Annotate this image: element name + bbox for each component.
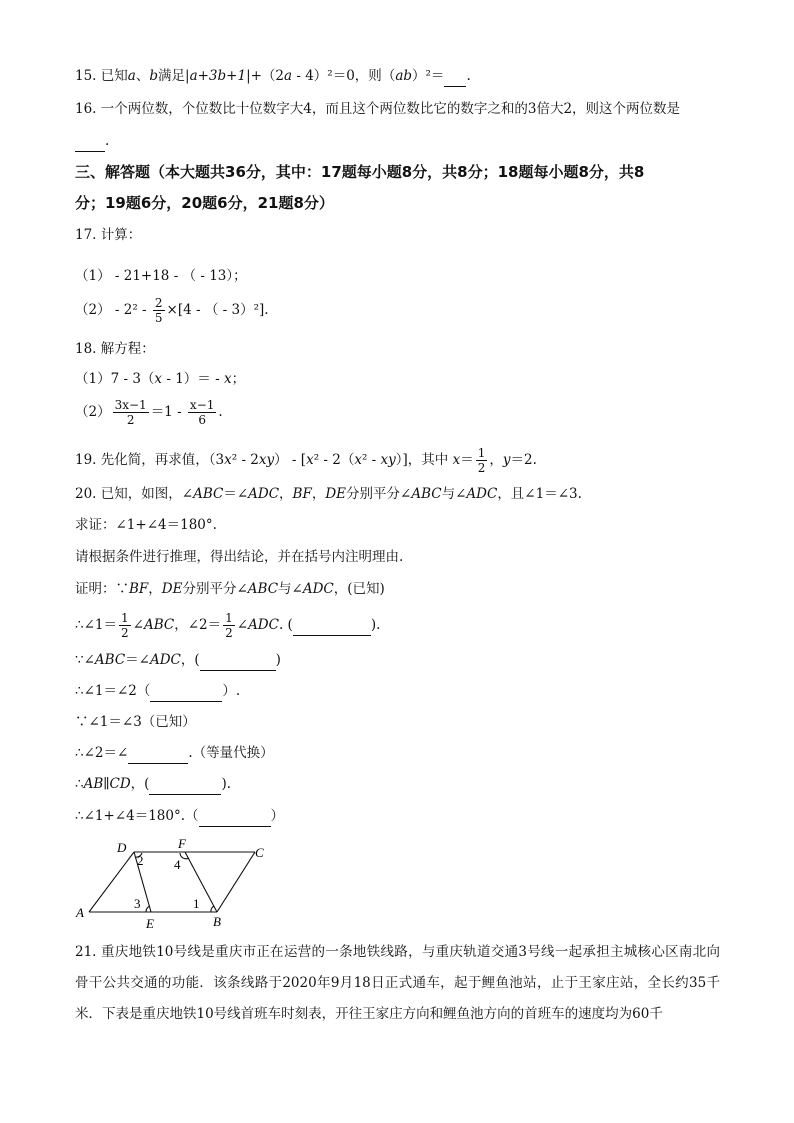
proof-step-6: ∴AB∥CD，( ). (75, 774, 231, 795)
label-C: C (255, 845, 264, 860)
label-E: E (146, 916, 154, 931)
question-17-part2: （2） - 2² - $\frac{2}{5}$ ×[4 - （ - 3）²]. (75, 296, 269, 325)
reason-blank[interactable] (200, 650, 276, 671)
question-16-blank-line: . (75, 131, 109, 152)
question-21: 21. 重庆地铁10号线是重庆市正在运营的一条地铁线路，与重庆轨道交通3号线一起承担主城核心区南北向骨干公共交通的功能．该条线路于2020年9月18日正式通车，起于鲤鱼池站，止于王家庄站，全长约35千米．下表是重庆地铁10号线首班车时刻表，开往王家庄方向和鲤鱼池方向的首班车的速度均为60千 (75, 944, 720, 1022)
fraction: $\frac{3x-1}{2}$ (114, 398, 147, 427)
question-16: 16. 一个两位数，个位数比十位数字大4，而且这个两位数比它的数字之和的3倍大2，则这个两位数是 (75, 101, 681, 117)
section-heading-cont: 分；19题6分，20题6分，21题8分） (75, 194, 334, 212)
question-20: 20. 已知，如图，∠ABC＝∠ADC，BF，DE分别平分∠ABC与∠ADC，且∠1＝∠3. (75, 486, 582, 502)
proof-step-3: ∴∠1＝∠2（ ）. (75, 681, 240, 702)
fraction: $\frac{1}{2}$ (121, 611, 129, 640)
label-B: B (213, 914, 221, 929)
fraction: $\frac{1}{2}$ (225, 611, 233, 640)
reason-blank[interactable] (199, 806, 271, 827)
proof-step-7: ∴∠1+∠4＝180°.（ ） (75, 806, 284, 827)
label-D: D (117, 840, 127, 855)
question-18-title: 18. 解方程： (75, 341, 155, 357)
fraction: $\frac{x-1}{6}$ (189, 398, 215, 427)
proof-step-0: 证明：∵BF，DE分别平分∠ABC与∠ADC，(已知) (75, 581, 385, 597)
answer-blank[interactable] (444, 66, 466, 87)
prove-statement: 求证：∠1+∠4＝180°. (75, 517, 217, 533)
reason-blank[interactable] (150, 681, 222, 702)
fraction: $\frac{1}{2}$ (477, 446, 486, 475)
fraction: $\frac{2}{5}$ (154, 296, 163, 325)
segment-FB (185, 852, 217, 912)
segment-AD (89, 852, 134, 912)
label-F: F (178, 836, 186, 851)
angle-arc-1 (211, 906, 214, 912)
proof-step-1: ∴∠1＝ $\frac{1}{2}$ ∠ABC，∠2＝ $\frac{1}{2}$ ∠ADC. ( ). (75, 611, 381, 640)
proof-step-5: ∴∠2＝∠ .（等量代换） (75, 743, 274, 764)
geometry-figure (72, 835, 292, 935)
reason-blank[interactable] (293, 615, 371, 636)
label-4: 4 (174, 857, 181, 872)
label-A: A (76, 905, 84, 920)
answer-blank[interactable] (75, 131, 105, 152)
question-19: 19. 先化简，再求值，（3x² - 2xy） - [x² - 2（x² - xy）]，其中 x＝ $\frac{1}{2}$ ，y＝2. (75, 446, 537, 475)
label-2: 2 (137, 853, 144, 868)
reason-blank[interactable] (149, 774, 221, 795)
question-18-part2: （2） $\frac{3x-1}{2}$ ＝1 - $\frac{x-1}{6}$ . (75, 398, 223, 427)
section-heading: 三、解答题（本大题共36分，其中：17题每小题8分，共8分；18题每小题8分，共8 (75, 163, 645, 181)
question-18-part1: （1）7 - 3（x - 1）＝ - x； (75, 371, 246, 387)
label-3: 3 (134, 896, 141, 911)
proof-step-2: ∵∠ABC＝∠ADC，( ) (75, 650, 281, 671)
question-17-title: 17. 计算： (75, 227, 142, 243)
question-17-part1: （1） - 21+18 - （ - 13）； (75, 268, 247, 284)
proof-step-4: ∵∠1＝∠3（已知） (75, 714, 196, 730)
question-15: 15. 已知a、b满足|a+3b+1|+（2a - 4）²＝0，则（ab）²＝ . (75, 66, 471, 87)
angle-blank[interactable] (128, 743, 188, 764)
label-1: 1 (193, 896, 200, 911)
instruction: 请根据条件进行推理，得出结论，并在括号内注明理由. (75, 549, 404, 565)
segment-BC (217, 852, 255, 912)
